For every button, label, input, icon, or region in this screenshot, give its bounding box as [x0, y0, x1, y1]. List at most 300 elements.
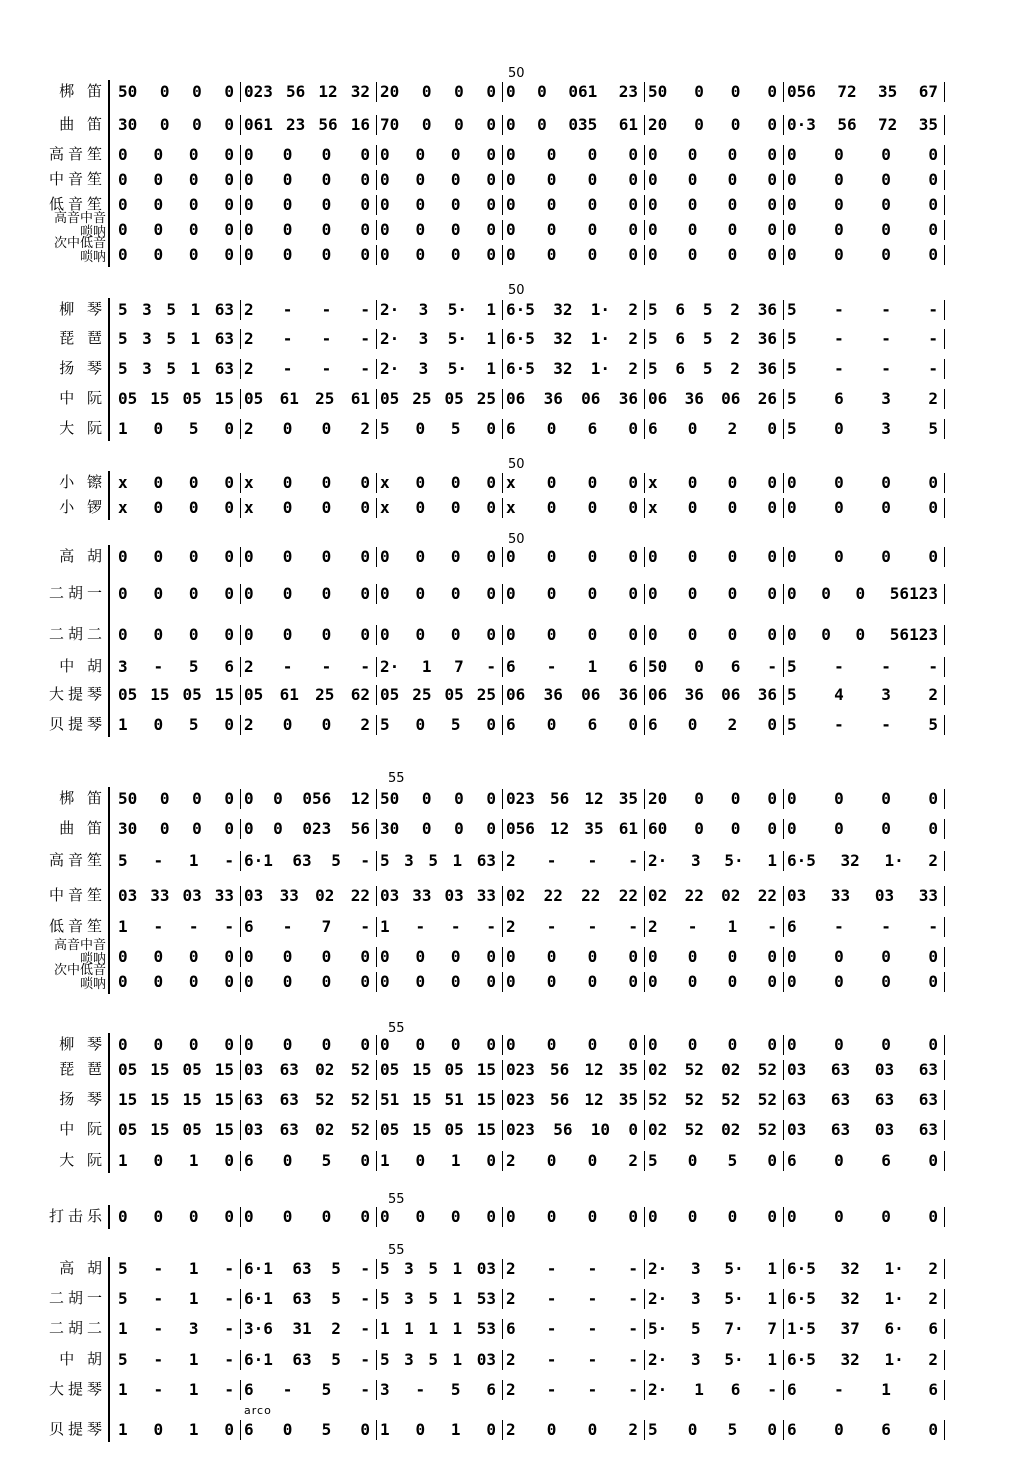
measure	[648, 945, 777, 969]
note-token: 1	[188, 1350, 199, 1369]
note-token: -	[881, 300, 891, 319]
bar-line	[944, 947, 945, 967]
note-token: 2	[628, 1151, 638, 1170]
note-token: 23	[618, 82, 638, 101]
bar-line	[376, 473, 377, 493]
measure	[244, 243, 370, 267]
note-token: -	[928, 917, 938, 936]
note-token: 3	[188, 1319, 199, 1338]
note-token: 52	[350, 1090, 370, 1109]
note-token: 0	[928, 972, 938, 991]
note-token: 0	[321, 584, 332, 603]
note-token: 0	[321, 195, 332, 214]
note-token: 3	[418, 329, 429, 348]
note-token: 0	[415, 419, 426, 438]
bar-line	[783, 685, 784, 705]
note-token: 06	[721, 685, 741, 704]
note-token: 0	[546, 195, 557, 214]
note-token: 0	[587, 498, 598, 517]
note-token: 0	[546, 547, 557, 566]
note-token: 1	[404, 1319, 414, 1338]
note-token: 53	[476, 1319, 496, 1338]
note-token: 0	[415, 1420, 426, 1439]
note-token: 63	[214, 359, 234, 378]
note-token: 6·5	[506, 329, 535, 348]
note-token: 6·5	[787, 1350, 816, 1369]
staff-row	[0, 623, 1028, 647]
measure	[648, 113, 777, 137]
note-token: -	[153, 851, 164, 870]
note-token: 02	[721, 1120, 741, 1139]
measure	[506, 80, 638, 104]
bar-line	[783, 715, 784, 735]
measure	[244, 218, 370, 242]
note-token: 0	[834, 1035, 844, 1054]
note-token: 0	[687, 625, 698, 644]
measure	[506, 243, 638, 267]
note-token: 0	[694, 115, 704, 134]
note-token: 0	[415, 625, 426, 644]
measure	[244, 787, 370, 811]
measure	[506, 1205, 638, 1229]
instrument-label: 扬 琴	[59, 359, 106, 377]
bar-line	[644, 625, 645, 645]
measure	[787, 1287, 938, 1311]
note-token: -	[321, 329, 332, 348]
note-token: -	[834, 657, 844, 676]
note-token: 15	[214, 1060, 234, 1079]
note-token: 0	[118, 972, 128, 991]
measure	[244, 496, 370, 520]
note-token: 0	[321, 170, 332, 189]
note-token: 0	[282, 1420, 293, 1439]
note-token: -	[360, 1350, 370, 1369]
note-token: 25	[315, 685, 335, 704]
measure	[118, 1205, 234, 1229]
note-token: 2	[244, 657, 254, 676]
note-token: 0	[587, 1420, 598, 1439]
note-token: -	[153, 1319, 164, 1338]
note-token: 0	[628, 498, 638, 517]
note-token: 0	[767, 1420, 777, 1439]
bar-line	[944, 1420, 945, 1440]
measure	[787, 683, 938, 707]
note-token: 0	[628, 972, 638, 991]
note-token: 03	[787, 1120, 807, 1139]
note-token: 02	[648, 1060, 668, 1079]
note-token: 72	[878, 115, 898, 134]
bar-line	[644, 115, 645, 135]
note-token: 36	[684, 685, 704, 704]
bar-line	[502, 547, 503, 567]
note-token: 05	[380, 1120, 400, 1139]
note-token: 0	[192, 789, 202, 808]
note-token: 52	[757, 1060, 777, 1079]
note-token: 0	[881, 1207, 891, 1226]
note-token: 56	[318, 115, 338, 134]
note-token: -	[282, 917, 293, 936]
bar-line	[644, 685, 645, 705]
bar-line	[502, 1319, 503, 1339]
measure	[244, 945, 370, 969]
note-token: 0	[118, 1207, 128, 1226]
note-token: 0	[380, 245, 390, 264]
measure	[787, 970, 938, 994]
note-token: 0	[506, 972, 516, 991]
measure	[244, 884, 370, 908]
note-token: 0	[118, 245, 128, 264]
note-token: 0	[767, 170, 777, 189]
measure	[506, 496, 638, 520]
note-token: 0	[153, 972, 164, 991]
note-token: 0	[587, 547, 598, 566]
instrument-label: 中音笙	[48, 170, 106, 188]
note-token: 0	[244, 245, 254, 264]
measure	[506, 327, 638, 351]
note-token: 0	[767, 498, 777, 517]
note-token: 05	[380, 1060, 400, 1079]
bar-line	[376, 1420, 377, 1440]
staff-row	[0, 143, 1028, 167]
measure	[787, 1088, 938, 1112]
bar-line	[644, 1420, 645, 1440]
measure	[118, 1418, 234, 1442]
note-token: 0	[587, 1207, 598, 1226]
bar-line	[944, 1289, 945, 1309]
note-token: 0	[787, 498, 797, 517]
note-token: 0	[727, 584, 738, 603]
note-token: 0	[224, 1151, 234, 1170]
note-token: 0	[506, 145, 516, 164]
measure	[118, 1257, 234, 1281]
note-token: 2	[506, 1350, 516, 1369]
note-token: 56	[837, 115, 857, 134]
instrument-label: 大提琴	[48, 1380, 106, 1398]
measure	[506, 655, 638, 679]
bar-line	[783, 498, 784, 518]
measure	[244, 387, 370, 411]
note-token: 0	[450, 498, 461, 517]
note-token: 3	[404, 851, 414, 870]
note-token: 5	[787, 419, 797, 438]
note-token: 0	[767, 947, 777, 966]
note-token: 0	[546, 1151, 557, 1170]
note-token: 0	[821, 625, 831, 644]
bar-line	[376, 1035, 377, 1055]
note-token: 33	[214, 886, 234, 905]
note-token: 35	[618, 1060, 638, 1079]
note-token: 2	[244, 419, 254, 438]
instrument-label: 高音中音唢呐	[53, 938, 106, 967]
note-token: 0	[767, 972, 777, 991]
note-token: 0	[486, 473, 496, 492]
measure-number: 55	[388, 1192, 405, 1207]
note-token: -	[224, 917, 234, 936]
bar-line	[644, 300, 645, 320]
note-token: 5	[648, 300, 658, 319]
note-token: 0	[450, 947, 461, 966]
note-token: 0	[321, 972, 332, 991]
measure	[380, 1287, 496, 1311]
measure	[648, 582, 777, 606]
note-token: 0	[244, 1035, 254, 1054]
note-token: 05	[444, 1120, 464, 1139]
note-token: 0	[767, 473, 777, 492]
note-token: 0	[787, 625, 797, 644]
note-token: 6	[730, 657, 741, 676]
note-token: 0	[486, 115, 496, 134]
note-token: 63	[292, 1259, 312, 1278]
note-token: 22	[757, 886, 777, 905]
note-token: 02	[648, 886, 668, 905]
note-token: 0	[360, 170, 370, 189]
bar-line	[644, 851, 645, 871]
bar-line	[944, 1350, 945, 1370]
note-token: 0	[648, 972, 658, 991]
note-token: 0	[767, 1035, 777, 1054]
bar-line	[376, 685, 377, 705]
note-token: 2	[727, 715, 738, 734]
note-token: -	[928, 359, 938, 378]
measure	[787, 496, 938, 520]
bar-line	[644, 145, 645, 165]
note-token: 0	[881, 195, 891, 214]
measure	[380, 582, 496, 606]
note-token: 0	[687, 170, 698, 189]
bar-line	[644, 917, 645, 937]
note-token: 0	[380, 947, 390, 966]
note-token: 50	[118, 82, 138, 101]
measure	[244, 713, 370, 737]
measure	[118, 655, 234, 679]
note-token: -	[360, 300, 370, 319]
note-token: -	[321, 359, 332, 378]
bar-line	[644, 886, 645, 906]
instrument-label: 小 锣	[59, 498, 106, 516]
measure	[506, 1118, 638, 1142]
note-token: 05	[444, 1060, 464, 1079]
note-token: 056	[302, 789, 332, 808]
note-token: 72	[837, 82, 857, 101]
measure	[118, 1088, 234, 1112]
note-token: 0	[224, 584, 234, 603]
bar-line	[376, 329, 377, 349]
note-token: 0	[380, 170, 390, 189]
measure	[380, 193, 496, 217]
note-token: 51	[444, 1090, 464, 1109]
bar-line	[944, 685, 945, 705]
note-token: -	[415, 917, 426, 936]
note-token: 7	[767, 1319, 777, 1338]
staff-row	[0, 357, 1028, 381]
note-token: 0	[421, 819, 432, 838]
measure	[380, 298, 496, 322]
note-token: 0	[546, 584, 557, 603]
measure	[506, 113, 638, 137]
measure	[506, 417, 638, 441]
note-token: 0	[928, 170, 938, 189]
bar-line	[376, 1350, 377, 1370]
note-token: 1	[450, 1151, 461, 1170]
note-token: 0	[486, 245, 496, 264]
note-token: 0	[380, 547, 390, 566]
note-token: 32	[840, 1289, 860, 1308]
note-token: 5	[380, 851, 390, 870]
note-token: 61	[350, 389, 370, 408]
bar-line	[644, 1151, 645, 1171]
note-token: 0	[282, 972, 293, 991]
note-token: 0	[648, 195, 658, 214]
note-token: 32	[840, 1350, 860, 1369]
note-token: 0	[421, 115, 432, 134]
note-token: 0	[648, 145, 658, 164]
note-token: 1	[450, 1420, 461, 1439]
note-token: 2	[628, 329, 638, 348]
bar-line	[944, 917, 945, 937]
bar-line	[944, 1120, 945, 1140]
bar-line	[240, 657, 241, 677]
bar-line	[783, 170, 784, 190]
bar-line	[783, 389, 784, 409]
bar-line	[376, 1207, 377, 1227]
note-token: 5	[428, 1259, 438, 1278]
note-token: 0	[188, 584, 199, 603]
note-token: -	[360, 851, 370, 870]
bar-line	[502, 947, 503, 967]
note-token: -	[360, 329, 370, 348]
note-token: 1	[767, 1350, 777, 1369]
note-token: 0	[587, 625, 598, 644]
measure	[648, 1348, 777, 1372]
measure	[787, 113, 938, 137]
note-token: -	[628, 1380, 638, 1399]
note-token: 5	[702, 300, 713, 319]
note-token: 0	[360, 625, 370, 644]
note-token: 3	[142, 359, 152, 378]
measure	[648, 1257, 777, 1281]
note-token: 06	[506, 685, 526, 704]
note-token: 1	[190, 300, 201, 319]
bar-line	[644, 1120, 645, 1140]
bar-line	[783, 917, 784, 937]
bar-line	[783, 657, 784, 677]
measure	[506, 1149, 638, 1173]
measure	[244, 471, 370, 495]
note-token: 0	[587, 947, 598, 966]
note-token: 0	[506, 584, 516, 603]
note-token: 10	[590, 1120, 611, 1139]
bar-line	[783, 300, 784, 320]
note-token: 53	[476, 1289, 496, 1308]
measure	[506, 387, 638, 411]
note-token: 0	[282, 473, 293, 492]
note-token: 0	[767, 245, 777, 264]
measure	[380, 884, 496, 908]
note-token: 6	[244, 1420, 254, 1439]
measure	[380, 387, 496, 411]
note-token: -	[153, 1259, 164, 1278]
note-token: -	[282, 359, 293, 378]
note-token: 36	[684, 389, 704, 408]
note-token: 0	[881, 819, 891, 838]
measure	[787, 713, 938, 737]
note-token: 03	[874, 886, 895, 905]
note-token: 52	[757, 1120, 777, 1139]
note-token: 0	[192, 115, 202, 134]
bar-line	[240, 329, 241, 349]
note-token: 0	[188, 498, 199, 517]
note-token: 0	[153, 1207, 164, 1226]
measure	[244, 582, 370, 606]
note-token: 2·	[380, 657, 400, 676]
note-token: -	[834, 1380, 844, 1399]
staff-row	[0, 496, 1028, 520]
bar-line	[944, 1060, 945, 1080]
note-token: 5	[118, 1259, 128, 1278]
note-token: 0	[687, 1207, 698, 1226]
note-token: 023	[302, 819, 332, 838]
note-token: 6	[834, 389, 844, 408]
note-token: 0	[881, 220, 891, 239]
note-token: 5	[321, 1380, 332, 1399]
note-token: 0	[486, 419, 496, 438]
measure	[380, 218, 496, 242]
bar-line	[644, 1207, 645, 1227]
note-token: -	[153, 1350, 164, 1369]
note-token: 0	[834, 1207, 844, 1226]
bar-line	[502, 851, 503, 871]
note-token: -	[881, 657, 891, 676]
measure	[244, 1088, 370, 1112]
bar-line	[376, 547, 377, 567]
note-token: 0	[153, 498, 164, 517]
bar-line	[783, 886, 784, 906]
note-token: 0	[546, 715, 557, 734]
note-token: x	[118, 498, 128, 517]
note-token: 0	[687, 1035, 698, 1054]
staff-row	[0, 1378, 1028, 1402]
note-token: 0	[727, 220, 738, 239]
measure	[118, 1317, 234, 1341]
bar-line	[502, 145, 503, 165]
note-token: 0	[486, 170, 496, 189]
note-token: 0	[244, 1207, 254, 1226]
note-token: 0	[928, 819, 938, 838]
note-token: 2	[928, 389, 938, 408]
bar-line	[376, 584, 377, 604]
note-token: 0	[153, 584, 164, 603]
staff-row	[0, 298, 1028, 322]
note-token: 0	[587, 170, 598, 189]
bar-line	[502, 1060, 503, 1080]
note-token: 0	[928, 1420, 938, 1439]
note-token: -	[486, 917, 496, 936]
measure	[118, 496, 234, 520]
staff-row	[0, 193, 1028, 217]
note-token: 0	[118, 547, 128, 566]
note-token: 02	[721, 886, 741, 905]
note-token: 023	[506, 1120, 535, 1139]
note-token: 1	[452, 1259, 463, 1278]
note-token: 35	[618, 1090, 638, 1109]
measure	[787, 817, 938, 841]
note-token: 0	[928, 789, 938, 808]
note-token: 0	[224, 1035, 234, 1054]
note-token: 0	[188, 473, 199, 492]
bar-line	[376, 972, 377, 992]
bar-line	[240, 1120, 241, 1140]
note-token: 2	[730, 329, 740, 348]
